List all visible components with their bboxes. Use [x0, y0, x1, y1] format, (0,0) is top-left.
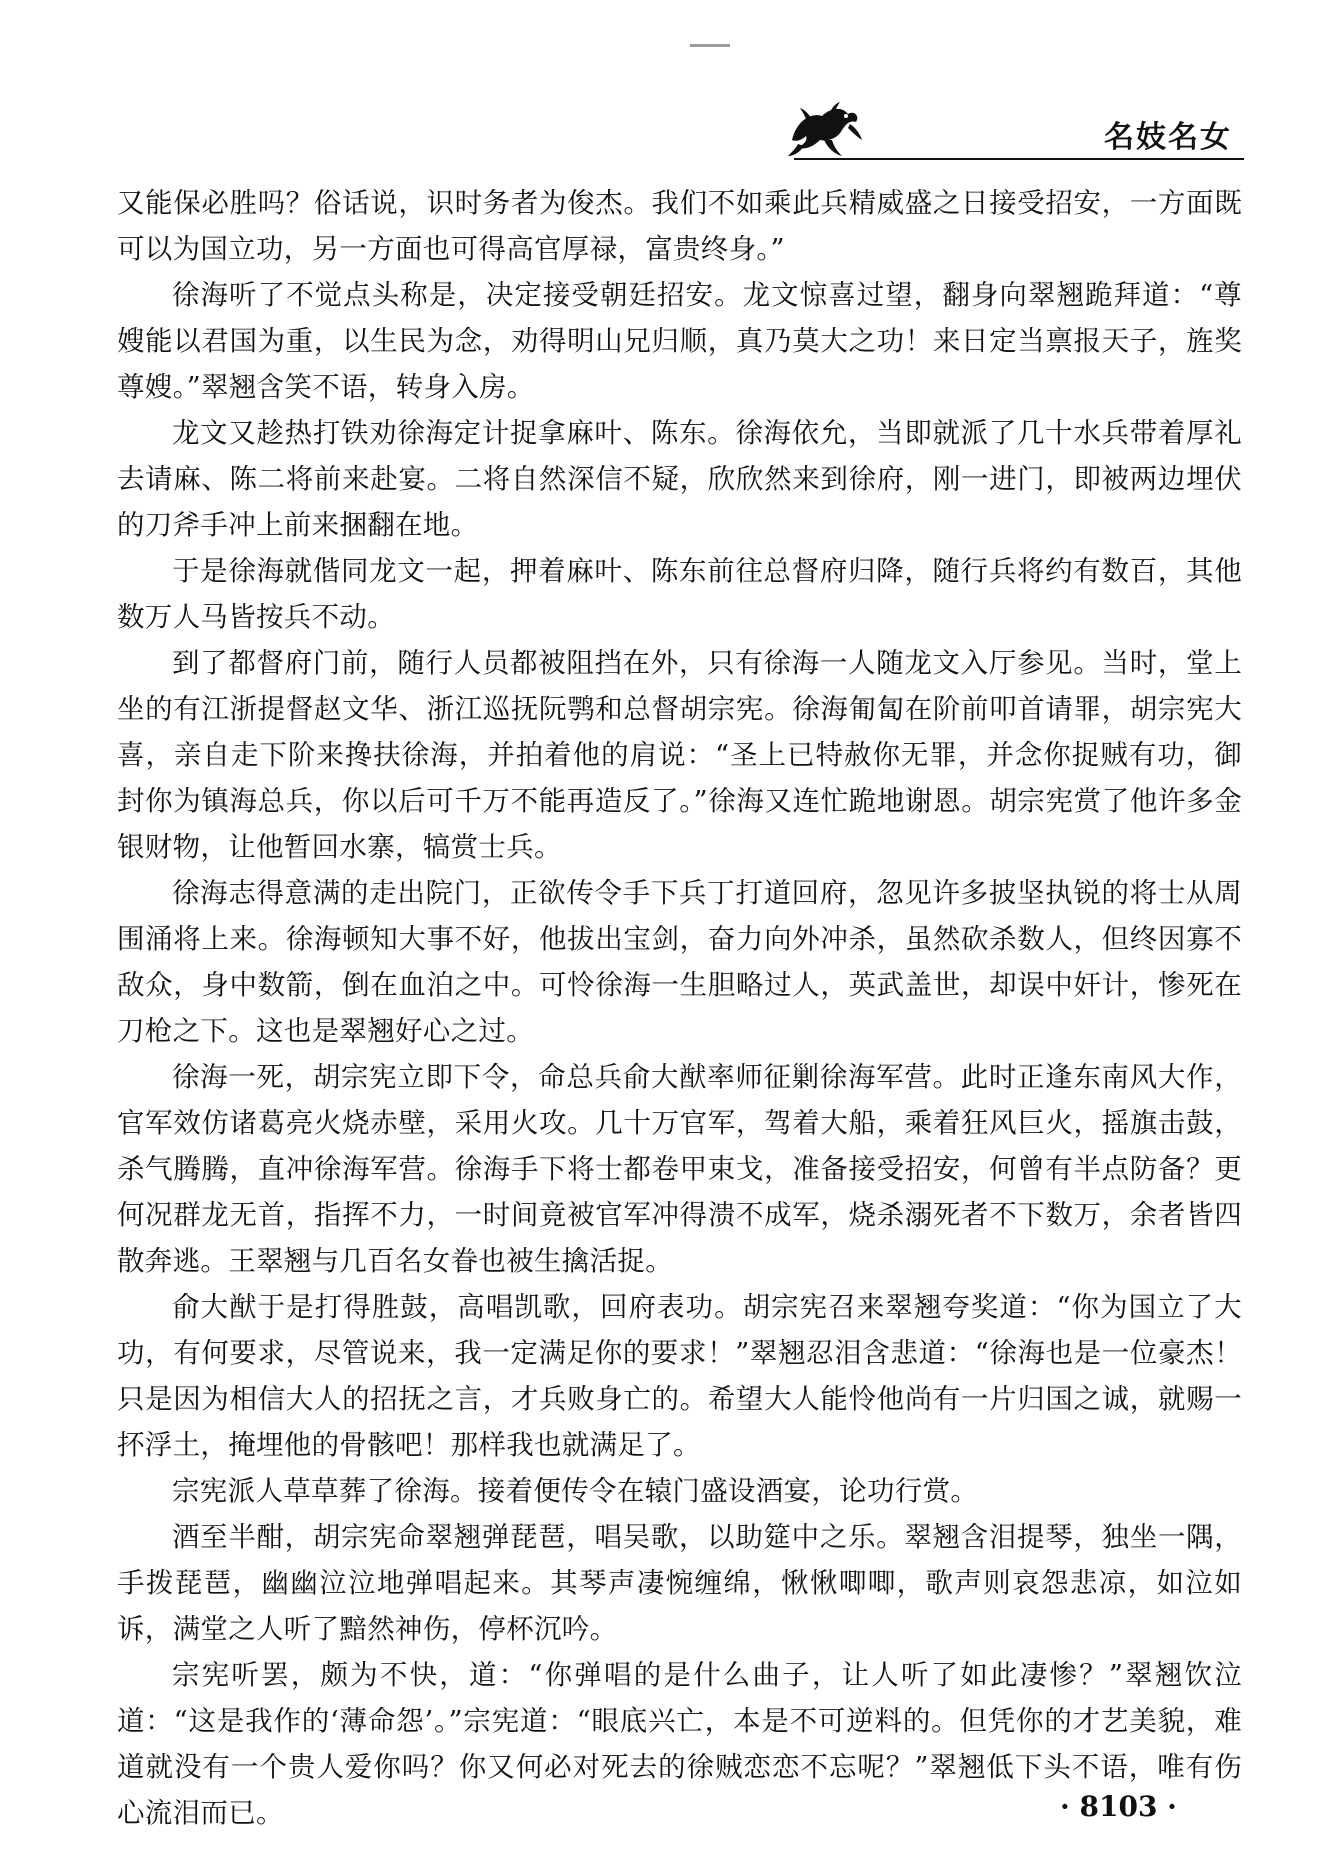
paragraph: 宗宪派人草草葬了徐海。接着便传令在辕门盛设酒宴，论功行赏。 [172, 1475, 979, 1507]
paragraph: 徐海听了不觉点头称是，决定接受朝廷招安。龙文惊喜过望，翻身向翠翘跪拜道：“尊嫂能以君国为重，以生民为念，劝得明山兄归顺，真乃莫大之功！来日定当禀报天子，旌奖尊嫂。”翠翘含笑不语，转身入房。 [117, 279, 1242, 403]
paragraph: 宗宪听罢，颇为不快，道：“你弹唱的是什么曲子，让人听了如此凄惨？”翠翘饮泣道：“这是我作的‘薄命怨’。”宗宪道：“眼底兴亡，本是不可逆料的。但凭你的才艺美貌，难道就没有一个贵人爱你吗？你又何必对死去的徐贼恋恋不忘呢？”翠翘低下头不语，唯有伤心流泪而已。 [117, 1659, 1242, 1829]
paragraph: 徐海一死，胡宗宪立即下令，命总兵俞大猷率师征剿徐海军营。此时正逢东南风大作，官军效仿诸葛亮火烧赤壁，采用火攻。几十万官军，驾着大船，乘着狂风巨火，摇旗击鼓，杀气腾腾，直冲徐海军营。徐海手下将士都卷甲束戈，准备接受招安，何曾有半点防备？更何况群龙无首，指挥不力，一时间竟被官军冲得溃不成军，烧杀溺死者不下数万，余者皆四散奔逃。王翠翘与几百名女眷也被生擒活捉。 [117, 1061, 1242, 1277]
header-title: 名妓名女 [1104, 120, 1232, 155]
running-header [784, 100, 1244, 160]
paragraph: 又能保必胜吗？俗话说，识时务者为俊杰。我们不如乘此兵精威盛之日接受招安，一方面既可以为国立功，另一方面也可得高官厚禄，富贵终身。” [117, 187, 1242, 265]
paragraph: 俞大猷于是打得胜鼓，高唱凯歌，回府表功。胡宗宪召来翠翘夸奖道：“你为国立了大功，有何要求，尽管说来，我一定满足你的要求！”翠翘忍泪含悲道：“徐海也是一位豪杰！只是因为相信大人的招抚之言，才兵败身亡的。希望大人能怜他尚有一片归国之诚，就赐一抔浮土，掩埋他的骨骸吧！那样我也就满足了。 [117, 1291, 1242, 1461]
article-body [117, 180, 1242, 1836]
dragon-icon [784, 100, 864, 158]
scan-mark [690, 44, 730, 47]
paragraph: 酒至半酣，胡宗宪命翠翘弹琵琶，唱吴歌，以助筵中之乐。翠翘含泪提琴，独坐一隅，手拨琵琶，幽幽泣泣地弹唱起来。其琴声凄惋缠绵，愀愀唧唧，歌声则哀怨悲凉，如泣如诉，满堂之人听了黯然神伤，停杯沉吟。 [117, 1521, 1242, 1645]
paragraph: 龙文又趁热打铁劝徐海定计捉拿麻叶、陈东。徐海依允，当即就派了几十水兵带着厚礼去请麻、陈二将前来赴宴。二将自然深信不疑，欣欣然来到徐府，刚一进门，即被两边埋伏的刀斧手冲上前来捆翻在地。 [117, 417, 1242, 541]
paragraph: 于是徐海就偕同龙文一起，押着麻叶、陈东前往总督府归降，随行兵将约有数百，其他数万人马皆按兵不动。 [117, 555, 1242, 633]
paragraph: 到了都督府门前，随行人员都被阻挡在外，只有徐海一人随龙文入厅参见。当时，堂上坐的有江浙提督赵文华、浙江巡抚阮鹗和总督胡宗宪。徐海匍匐在阶前叩首请罪，胡宗宪大喜，亲自走下阶来搀扶徐海，并拍着他的肩说：“圣上已特赦你无罪，并念你捉贼有功，御封你为镇海总兵，你以后可千万不能再造反了。”徐海又连忙跪地谢恩。胡宗宪赏了他许多金银财物，让他暂回水寨，犒赏士兵。 [117, 647, 1242, 863]
header-divider [794, 158, 1244, 160]
paragraph: 徐海志得意满的走出院门，正欲传令手下兵丁打道回府，忽见许多披坚执锐的将士从周围涌将上来。徐海顿知大事不好，他拔出宝剑，奋力向外冲杀，虽然砍杀数人，但终因寡不敌众，身中数箭，倒在血泊之中。可怜徐海一生胆略过人，英武盖世，却误中奸计，惨死在刀枪之下。这也是翠翘好心之过。 [117, 877, 1242, 1047]
page-number: · 8103 · [1060, 1790, 1177, 1823]
